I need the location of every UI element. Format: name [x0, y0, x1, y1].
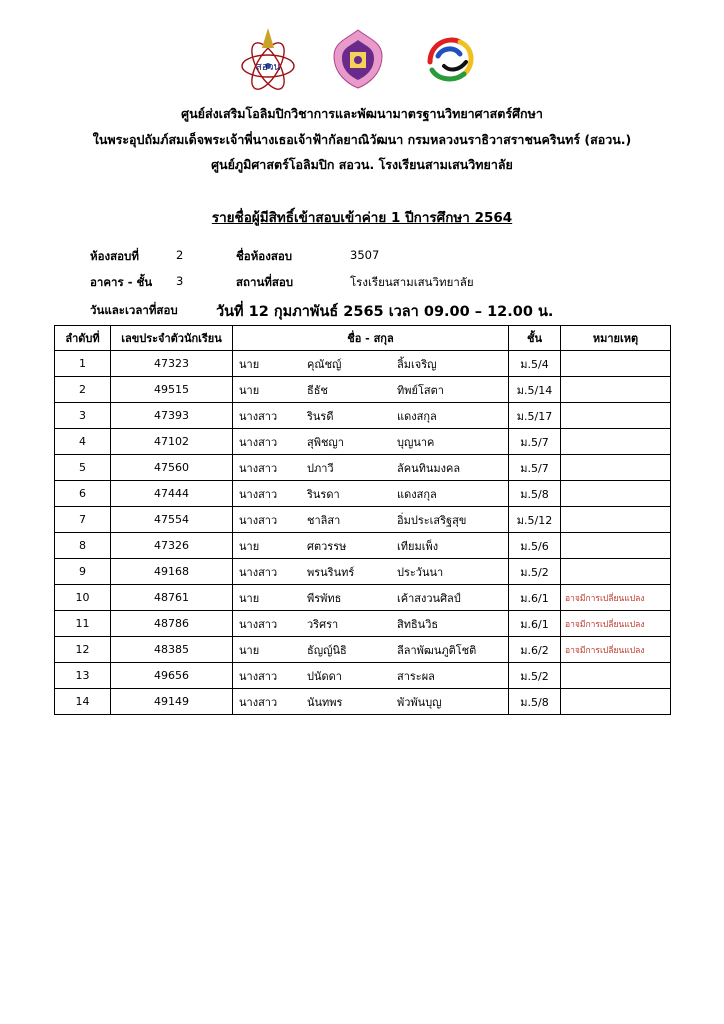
posn-logo: [238, 26, 298, 90]
first-name: สุพิชญา: [307, 435, 344, 449]
olympiad-rings-logo: [420, 26, 480, 90]
cell-student-id: 49656: [111, 663, 233, 689]
cell-name: [233, 377, 509, 403]
col-header-student-id: เลขประจำตัวนักเรียน: [111, 326, 233, 351]
school-emblem-logo: [328, 26, 388, 90]
table-row: [55, 637, 671, 663]
document-title: รายชื่อผู้มีสิทธิ์เข้าสอบเข้าค่าย 1 ปีการศึกษา 2564: [211, 210, 513, 226]
cell-grade: ม.5/7: [509, 455, 561, 481]
cell-name: [233, 455, 509, 481]
col-header-note: หมายเหตุ: [561, 326, 671, 351]
cell-student-id: 47102: [111, 429, 233, 455]
cell-name: [233, 481, 509, 507]
last-name: สาระผล: [397, 669, 435, 683]
room-name-label: ชื่อห้องสอบ: [236, 249, 293, 263]
name-prefix: นาย: [239, 539, 260, 553]
building-label: อาคาร - ชั้น: [90, 275, 153, 289]
first-name: รินรดี: [307, 409, 334, 423]
name-prefix: นางสาว: [239, 695, 278, 709]
name-prefix: นาย: [239, 357, 260, 371]
cell-no: 6: [55, 481, 111, 507]
cell-note: [561, 351, 671, 377]
location-label: สถานที่สอบ: [236, 275, 294, 289]
cell-grade: ม.5/2: [509, 663, 561, 689]
first-name: พีรพัทธ: [307, 591, 342, 605]
last-name: ลิ้มเจริญ: [397, 357, 437, 371]
cell-name: [233, 429, 509, 455]
location-value: โรงเรียนสามเสนวิทยาลัย: [350, 275, 474, 289]
col-header-name: ชื่อ - สกุล: [233, 326, 509, 351]
cell-student-id: 47393: [111, 403, 233, 429]
last-name: สิทธินวิธ: [397, 617, 439, 631]
cell-grade: ม.5/4: [509, 351, 561, 377]
cell-student-id: 49149: [111, 689, 233, 715]
cell-name: [233, 351, 509, 377]
cell-name: [233, 611, 509, 637]
cell-grade: ม.5/8: [509, 689, 561, 715]
cell-no: 7: [55, 507, 111, 533]
cell-grade: ม.6/1: [509, 585, 561, 611]
room-value: 2: [176, 248, 184, 262]
last-name: บุญนาค: [397, 435, 435, 449]
last-name: ทิพย์โสตา: [397, 383, 444, 397]
cell-note: อาจมีการเปลี่ยนแปลง: [561, 585, 671, 611]
cell-no: 9: [55, 559, 111, 585]
posn-logo-text: สอวน: [255, 62, 281, 73]
cell-student-id: 48786: [111, 611, 233, 637]
header-line-1: ศูนย์ส่งเสริมโอลิมปิกวิชาการและพัฒนามาตรฐานวิทยาศาสตร์ศึกษา: [181, 106, 543, 121]
cell-no: 1: [55, 351, 111, 377]
table-header-row: [55, 326, 671, 351]
cell-note: [561, 377, 671, 403]
cell-name: [233, 559, 509, 585]
cell-grade: ม.6/2: [509, 637, 561, 663]
cell-student-id: 47444: [111, 481, 233, 507]
cell-name: [233, 663, 509, 689]
cell-name: [233, 403, 509, 429]
cell-student-id: 48761: [111, 585, 233, 611]
table-row: [55, 533, 671, 559]
cell-no: 5: [55, 455, 111, 481]
table-row: [55, 429, 671, 455]
building-value: 3: [176, 274, 184, 288]
cell-note: [561, 455, 671, 481]
name-prefix: นางสาว: [239, 435, 278, 449]
cell-grade: ม.5/14: [509, 377, 561, 403]
cell-name: [233, 637, 509, 663]
cell-grade: ม.5/12: [509, 507, 561, 533]
first-name: นันทพร: [307, 695, 343, 709]
cell-no: 3: [55, 403, 111, 429]
logo-strip: [0, 26, 724, 96]
last-name: แดงสกุล: [397, 409, 437, 423]
name-prefix: นาย: [239, 591, 260, 605]
cell-no: 2: [55, 377, 111, 403]
last-name: อิ่มประเสริฐสุข: [397, 513, 467, 527]
last-name: พัวพันบุญ: [397, 695, 442, 709]
cell-student-id: 49515: [111, 377, 233, 403]
cell-grade: ม.5/2: [509, 559, 561, 585]
table-row: [55, 377, 671, 403]
table-row: [55, 481, 671, 507]
table-row: [55, 585, 671, 611]
cell-note: [561, 663, 671, 689]
cell-student-id: 47326: [111, 533, 233, 559]
cell-grade: ม.5/8: [509, 481, 561, 507]
cell-no: 14: [55, 689, 111, 715]
cell-no: 10: [55, 585, 111, 611]
col-header-no: ลำดับที่: [55, 326, 111, 351]
room-name-value: 3507: [350, 248, 380, 262]
col-header-grade: ชั้น: [509, 326, 561, 351]
cell-grade: ม.5/6: [509, 533, 561, 559]
cell-note: [561, 689, 671, 715]
last-name: เทียมเพ็ง: [397, 539, 439, 553]
last-name: แดงสกุล: [397, 487, 437, 501]
cell-note: [561, 533, 671, 559]
name-prefix: นางสาว: [239, 669, 278, 683]
cell-no: 8: [55, 533, 111, 559]
name-prefix: นาย: [239, 643, 260, 657]
first-name: ธัญญ์นิธิ: [307, 643, 347, 657]
room-label: ห้องสอบที่: [90, 249, 139, 263]
table-row: [55, 663, 671, 689]
candidate-table: [54, 325, 671, 715]
table-row: [55, 351, 671, 377]
name-prefix: นางสาว: [239, 617, 278, 631]
first-name: วริศรา: [307, 617, 339, 631]
cell-no: 13: [55, 663, 111, 689]
table-row: [55, 611, 671, 637]
cell-note: [561, 481, 671, 507]
table-row: [55, 403, 671, 429]
header-line-2: ในพระอุปถัมภ์สมเด็จพระเจ้าพี่นางเธอเจ้าฟ้ากัลยาณิวัฒนา กรมหลวงนราธิวาสราชนครินทร์ (สอวน.): [92, 132, 632, 147]
first-name: ปนัดดา: [307, 669, 342, 683]
cell-no: 11: [55, 611, 111, 637]
table-row: [55, 455, 671, 481]
name-prefix: นางสาว: [239, 513, 278, 527]
cell-name: [233, 533, 509, 559]
cell-student-id: 47323: [111, 351, 233, 377]
cell-student-id: 48385: [111, 637, 233, 663]
cell-grade: ม.6/1: [509, 611, 561, 637]
cell-student-id: 47554: [111, 507, 233, 533]
cell-name: [233, 689, 509, 715]
header-line-3: ศูนย์ภูมิศาสตร์โอลิมปิก สอวน. โรงเรียนสามเสนวิทยาลัย: [211, 157, 513, 172]
name-prefix: นางสาว: [239, 409, 278, 423]
cell-note: อาจมีการเปลี่ยนแปลง: [561, 637, 671, 663]
cell-name: [233, 585, 509, 611]
name-prefix: นางสาว: [239, 565, 278, 579]
cell-name: [233, 507, 509, 533]
cell-note: [561, 559, 671, 585]
name-prefix: นาย: [239, 383, 260, 397]
first-name: ชาลิสา: [307, 513, 341, 527]
cell-no: 4: [55, 429, 111, 455]
cell-note: [561, 429, 671, 455]
first-name: ศตวรรษ: [307, 539, 347, 553]
cell-note: อาจมีการเปลี่ยนแปลง: [561, 611, 671, 637]
last-name: ลีลาพัฒนภูติโชติ: [397, 643, 477, 657]
cell-note: [561, 403, 671, 429]
datetime-label: วันและเวลาที่สอบ: [90, 303, 178, 317]
cell-student-id: 49168: [111, 559, 233, 585]
name-prefix: นางสาว: [239, 461, 278, 475]
last-name: เค้าสงวนศิลป์: [397, 591, 461, 605]
exam-datetime: วันที่ 12 กุมภาพันธ์ 2565 เวลา 09.00 – 12.00 น.: [216, 304, 554, 320]
cell-student-id: 47560: [111, 455, 233, 481]
cell-grade: ม.5/17: [509, 403, 561, 429]
name-prefix: นางสาว: [239, 487, 278, 501]
first-name: คุณัชญ์: [307, 357, 342, 371]
table-row: [55, 507, 671, 533]
table-row: [55, 559, 671, 585]
first-name: รินรดา: [307, 487, 340, 501]
cell-grade: ม.5/7: [509, 429, 561, 455]
first-name: พรนรินทร์: [307, 565, 355, 579]
first-name: ธีธัช: [307, 383, 328, 397]
last-name: ลัคนทินมงคล: [397, 461, 461, 475]
first-name: ปภาวี: [307, 461, 334, 475]
last-name: ประวันนา: [397, 565, 444, 579]
cell-no: 12: [55, 637, 111, 663]
cell-note: [561, 507, 671, 533]
table-row: [55, 689, 671, 715]
